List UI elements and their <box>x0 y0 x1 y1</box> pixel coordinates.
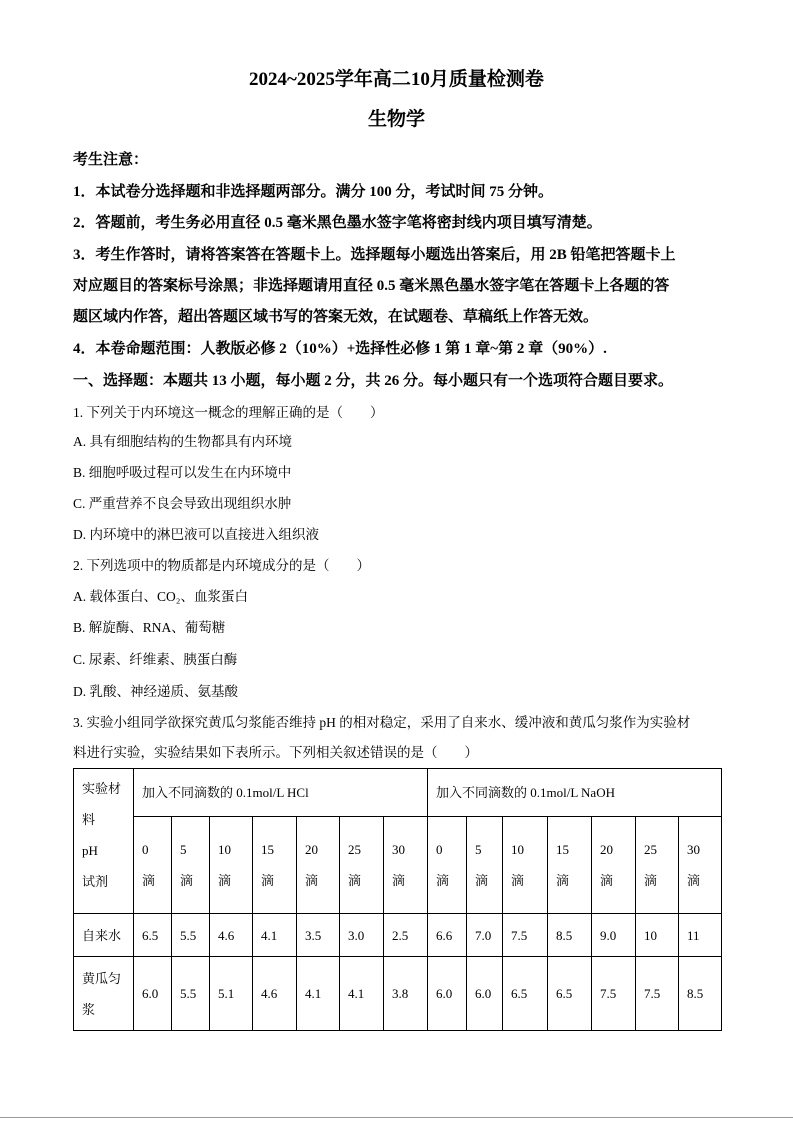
ph-value-cell: 6.0 <box>467 957 503 1031</box>
naoh-group-header: 加入不同滴数的 0.1mol/L NaOH <box>428 769 722 817</box>
ph-value-cell: 3.8 <box>384 957 428 1031</box>
drops-header-cell <box>172 817 210 914</box>
note-line: 1．本试卷分选择题和非选择题两部分。满分 100 分，考试时间 75 分钟。 <box>73 184 554 200</box>
drop-count: 0 <box>142 842 149 857</box>
drop-count: 30 <box>392 842 405 857</box>
corner-header-cell <box>74 769 134 914</box>
drops-header-cell <box>384 817 428 914</box>
question-stem: 料进行实验，实验结果如下表所示。下列相关叙述错误的是（ ） <box>73 745 478 760</box>
drops-header-row <box>74 817 722 914</box>
drops-header-cell <box>340 817 384 914</box>
row-label: 浆 <box>82 1001 96 1017</box>
option: D. 乳酸、神经递质、氨基酸 <box>73 684 238 699</box>
corner-header-text: 料 <box>82 812 96 827</box>
drop-unit: 滴 <box>305 873 319 888</box>
drops-header-cell <box>503 817 548 914</box>
ph-value-cell: 2.5 <box>384 914 428 957</box>
ph-value-cell: 6.0 <box>428 957 467 1031</box>
ph-results-table <box>73 768 722 1031</box>
note-line: 4．本卷命题范围：人教版必修 2（10%）+选择性必修 1 第 1 章~第 2 章（90%）. <box>73 341 607 357</box>
table-header-row <box>74 769 722 817</box>
ph-value-cell: 6.5 <box>134 914 172 957</box>
note-line: 2．答题前，考生务必用直径 0.5 毫米黑色墨水签字笔将密封线内项目填写清楚。 <box>73 215 602 231</box>
ph-value-cell: 4.6 <box>210 914 253 957</box>
ph-value-cell: 6.0 <box>134 957 172 1031</box>
ph-value-cell: 6.5 <box>548 957 592 1031</box>
drops-header-cell <box>297 817 340 914</box>
ph-value-cell: 10 <box>636 914 679 957</box>
drop-unit: 滴 <box>142 873 156 888</box>
corner-header-text: 试剂 <box>82 874 109 889</box>
ph-value-cell: 6.5 <box>503 957 548 1031</box>
question-stem: 3. 实验小组同学欲探究黄瓜匀浆能否维持 pH 的相对稳定，采用了自来水、缓冲液和黄瓜匀浆作为实验材 <box>73 715 691 730</box>
drops-header-cell <box>636 817 679 914</box>
option: A. 具有细胞结构的生物都具有内环境 <box>73 434 292 449</box>
drop-count: 10 <box>511 842 524 857</box>
ph-value-cell: 4.1 <box>297 957 340 1031</box>
ph-value-cell: 4.1 <box>340 957 384 1031</box>
ph-value-cell: 5.5 <box>172 914 210 957</box>
drop-unit: 滴 <box>556 873 570 888</box>
row-label-cell <box>74 914 134 957</box>
corner-header-text: pH <box>82 843 98 858</box>
ph-value-cell: 9.0 <box>592 914 636 957</box>
notes-heading: 考生注意： <box>73 152 149 168</box>
drop-count: 10 <box>218 842 231 857</box>
ph-value-cell: 8.5 <box>548 914 592 957</box>
drops-header-cell <box>134 817 172 914</box>
drops-header-cell <box>467 817 503 914</box>
ph-value-cell: 7.5 <box>592 957 636 1031</box>
drop-count: 5 <box>180 842 187 857</box>
option: B. 解旋酶、RNA、葡萄糖 <box>73 620 226 635</box>
drop-count: 20 <box>600 842 613 857</box>
drop-count: 5 <box>475 842 482 857</box>
table-row <box>74 914 722 957</box>
corner-header-text: 实验材 <box>82 781 122 796</box>
ph-value-cell: 6.6 <box>428 914 467 957</box>
drop-unit: 滴 <box>392 873 406 888</box>
drop-unit: 滴 <box>475 873 489 888</box>
option: A. 载体蛋白、CO₂、血浆蛋白 <box>73 589 248 604</box>
table-row <box>74 957 722 1031</box>
note-line: 3．考生作答时，请将答案答在答题卡上。选择题每小题选出答案后，用 2B 铅笔把答题卡上 <box>73 247 676 263</box>
drop-unit: 滴 <box>687 873 701 888</box>
ph-value-cell: 4.6 <box>253 957 297 1031</box>
note-line: 题区域内作答，超出答题区域书写的答案无效，在试题卷、草稿纸上作答无效。 <box>73 309 599 325</box>
ph-value-cell: 7.5 <box>636 957 679 1031</box>
drop-count: 25 <box>644 842 657 857</box>
drop-count: 30 <box>687 842 700 857</box>
drop-unit: 滴 <box>218 873 232 888</box>
drop-unit: 滴 <box>261 873 275 888</box>
drop-unit: 滴 <box>644 873 658 888</box>
ph-value-cell: 8.5 <box>679 957 722 1031</box>
ph-value-cell: 5.5 <box>172 957 210 1031</box>
drops-header-cell <box>253 817 297 914</box>
option: D. 内环境中的淋巴液可以直接进入组织液 <box>73 527 319 542</box>
drop-unit: 滴 <box>511 873 525 888</box>
section-heading: 一、选择题：本题共 13 小题，每小题 2 分，共 26 分。每小题只有一个选项符合题目要求。 <box>73 373 674 389</box>
ph-value-cell: 3.0 <box>340 914 384 957</box>
page-bottom-divider <box>0 1117 793 1118</box>
hcl-group-header: 加入不同滴数的 0.1mol/L HCl <box>134 769 428 817</box>
option: C. 尿素、纤维素、胰蛋白酶 <box>73 652 238 667</box>
drop-count: 25 <box>348 842 361 857</box>
drop-count: 20 <box>305 842 318 857</box>
ph-value-cell: 7.0 <box>467 914 503 957</box>
row-label-cell <box>74 957 134 1031</box>
drops-header-cell <box>428 817 467 914</box>
option: B. 细胞呼吸过程可以发生在内环境中 <box>73 465 292 480</box>
exam-title: 2024~2025学年高二10月质量检测卷 <box>249 69 544 90</box>
drops-header-cell <box>210 817 253 914</box>
drops-header-cell <box>679 817 722 914</box>
ph-value-cell: 7.5 <box>503 914 548 957</box>
ph-value-cell: 5.1 <box>210 957 253 1031</box>
drops-header-cell <box>592 817 636 914</box>
note-line: 对应题目的答案标号涂黑；非选择题请用直径 0.5 毫米黑色墨水签字笔在答题卡上各题的答 <box>73 278 670 294</box>
drop-unit: 滴 <box>180 873 194 888</box>
subject-title: 生物学 <box>367 109 425 130</box>
drop-unit: 滴 <box>348 873 362 888</box>
drop-unit: 滴 <box>436 873 450 888</box>
option: C. 严重营养不良会导致出现组织水肿 <box>73 496 292 511</box>
question-stem: 1. 下列关于内环境这一概念的理解正确的是（ ） <box>73 405 384 420</box>
ph-value-cell: 4.1 <box>253 914 297 957</box>
drop-unit: 滴 <box>600 873 614 888</box>
drop-count: 15 <box>261 842 274 857</box>
drop-count: 0 <box>436 842 443 857</box>
drops-header-cell <box>548 817 592 914</box>
drop-count: 15 <box>556 842 569 857</box>
ph-value-cell: 3.5 <box>297 914 340 957</box>
ph-value-cell: 11 <box>679 914 722 957</box>
question-stem: 2. 下列选项中的物质都是内环境成分的是（ ） <box>73 558 370 573</box>
row-label: 自来水 <box>82 927 122 943</box>
row-label: 黄瓜匀 <box>82 970 122 986</box>
